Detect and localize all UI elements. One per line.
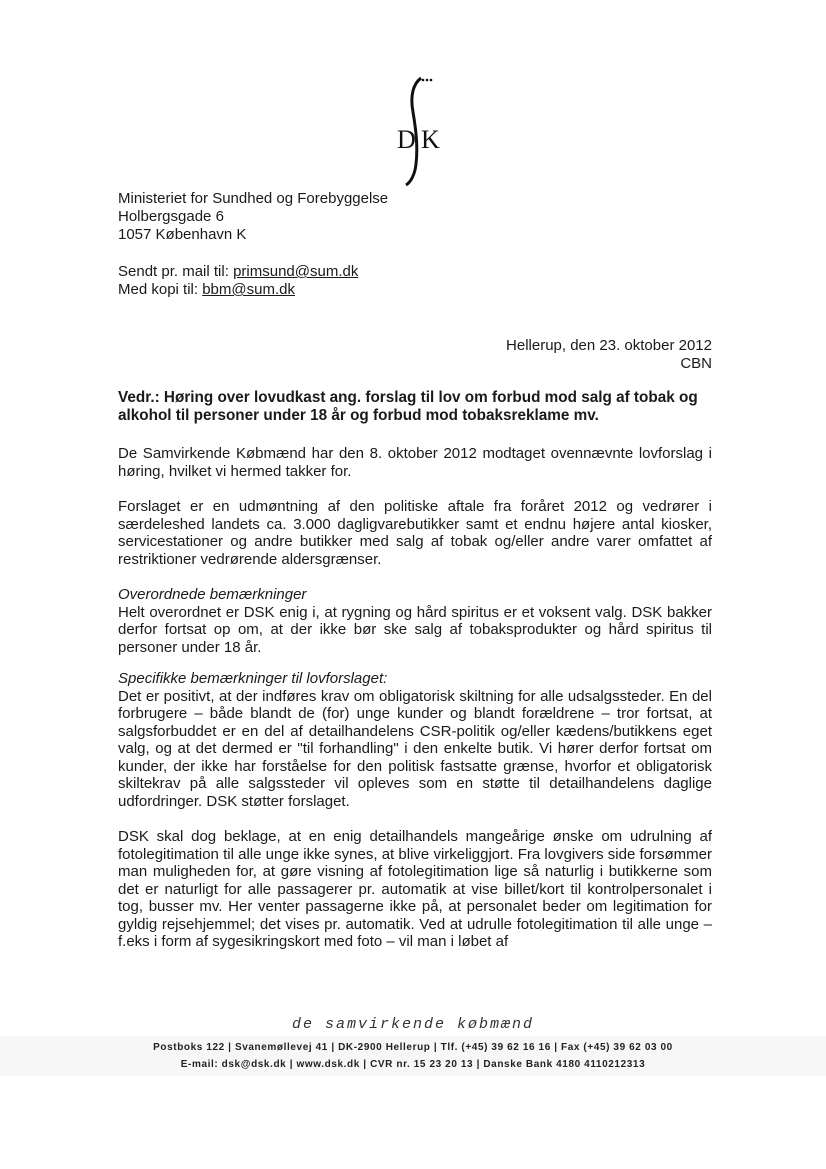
footer-brand: de samvirkende købmænd bbox=[291, 1016, 535, 1033]
recipient-line: 1057 København K bbox=[118, 226, 247, 243]
mail-info bbox=[118, 263, 358, 299]
paragraph: Helt overordnet er DSK enig i, at rygning og hård spiritus er et voksent valg. DSK bakker derfor fortsat op om, at der ikke bør ske salg af tobaksprodukter og hård spiritus til personer under 18 år. bbox=[118, 603, 712, 656]
subject-heading bbox=[118, 389, 712, 425]
subject-prefix: Vedr.: bbox=[118, 389, 160, 406]
recipient-line: Ministeriet for Sundhed og Forebyggelse bbox=[118, 190, 389, 207]
copy-label: Med kopi til: bbox=[118, 281, 203, 298]
paragraph: De Samvirkende Købmænd har den 8. oktober 2012 modtaget ovennævnte lovforslag i høring, hvilket vi hermed takker for. bbox=[118, 445, 712, 480]
paragraph: Forslaget er en udmøntning af den politiske aftale fra foråret 2012 og vedrører i særdeleshed landets ca. 3.000 dagligvarebutikker samt et endnu højere antal kiosker, servicestationer og andre butikker med salg af tobak og/eller andre varer omfattet af restriktioner vedrørende aldersgrænser. bbox=[118, 498, 712, 568]
section-heading: Overordnede bemærkninger bbox=[118, 586, 307, 603]
footer-contact-line: E-mail: dsk@dsk.dk | www.dsk.dk | CVR nr. 15 23 20 13 | Danske Bank 4180 4110212313 bbox=[180, 1059, 646, 1070]
initials: CBN bbox=[680, 355, 712, 372]
date-block bbox=[506, 337, 712, 373]
recipient-line: Holbergsgade 6 bbox=[118, 208, 224, 225]
dsk-logo-icon bbox=[388, 72, 448, 187]
subject-text: Høring over lovudkast ang. forslag til lov om forbud mod salg af tobak og alkohol til personer under 18 år og forbud mod tobaksreklame mv. bbox=[118, 389, 698, 424]
copy-line bbox=[118, 281, 358, 299]
svg-text:D: D bbox=[397, 125, 416, 154]
paragraph: Det er positivt, at der indføres krav om obligatorisk skiltning for alle udsalgssteder. En del forbrugere – både blandt de (for) unge kunder og blandt forældrene – tror fortsat, at salgsforbuddet er en del af detailhandelens CSR-politik og/eller kædens/butikkens eget valg, og at det dermed er "til forhandling" i den enkelte butik. Vi hører derfor fortsat om kunder, der ikke har forståelse for den politisk fastsatte grænse, hvorfor et obligatorisk skiltekrav på alle salgssteder vil opleves som en støtte til detailhandelens daglige udfordringer. DSK støtter forslaget. bbox=[118, 687, 712, 810]
svg-text:K: K bbox=[421, 125, 440, 154]
sent-label: Sendt pr. mail til: bbox=[118, 263, 234, 280]
copy-email-link[interactable]: bbm@sum.dk bbox=[202, 281, 295, 298]
sent-email-link[interactable]: primsund@sum.dk bbox=[233, 263, 359, 280]
footer-contact-line: Postboks 122 | Svanemøllevej 41 | DK-2900 Hellerup | Tlf. (+45) 39 62 16 16 | Fax (+45) 39 62 03 00 bbox=[153, 1042, 673, 1053]
date-line: Hellerup, den 23. oktober 2012 bbox=[506, 337, 712, 354]
sent-line bbox=[118, 263, 358, 281]
paragraph: DSK skal dog beklage, at en enig detailhandels mangeårige ønske om udrulning af fotolegitimation til alle unge ikke synes, at blive virkeliggjort. Fra lovgivers side forsømmer man muligheden for, at gøre visning af fotolegitimation lige så naturlig i butikkerne som det er naturligt for alle passagerer pr. automatik at vise billet/kort til kontrolpersonalet i tog, busser mv. Her venter passagerne ikke på, at personalet beder om legitimation for gyldig rejsehjemmel; det vises pr. automatik. Ved at udrulle fotolegitimation til alle unge – f.eks i form af sygesikringskort med foto – vil man i løbet af bbox=[118, 828, 712, 950]
letter-body bbox=[118, 445, 712, 969]
recipient-address bbox=[118, 190, 388, 244]
section-heading: Specifikke bemærkninger til lovforslaget: bbox=[118, 670, 388, 687]
